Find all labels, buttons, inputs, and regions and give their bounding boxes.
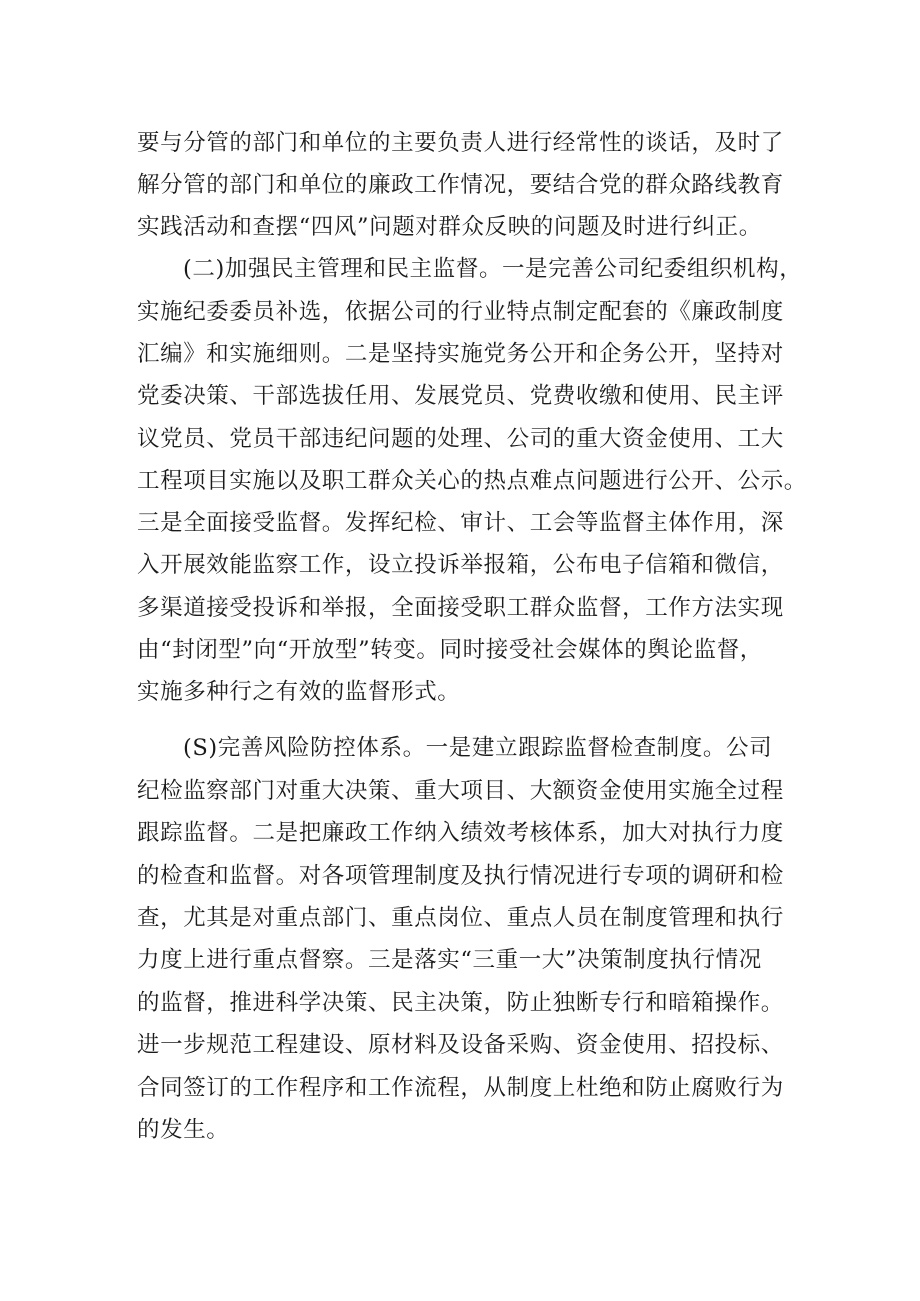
paragraph-3-line-10: 的发生。 [137,1117,230,1143]
paragraph-1-line-1: 要与分管的部门和单位的主要负责人进行经常性的谈话，及时了 [137,130,784,156]
paragraph-2-line-8: 入开展效能监察工作，设立投诉举报箱，公布电子信箱和微信， [137,552,784,578]
paragraph-3-line-3: 跟踪监督。二是把廉政工作纳入绩效考核体系，加大对执行力度 [137,820,784,846]
paragraph-2-line-2: 实施纪委委员补选，依据公司的行业特点制定配套的《廉政制度 [137,299,784,325]
paragraph-2-line-11: 实施多种行之有效的监督形式。 [137,679,461,705]
paragraph-3-line-9: 合同签订的工作程序和工作流程，从制度上杜绝和防止腐败行为 [137,1075,784,1101]
paragraph-2-line-9: 多渠道接受投诉和举报，全面接受职工群众监督，工作方法实现 [137,595,784,621]
paragraph-3-line-2: 纪检监察部门对重大决策、重大项目、大额资金使用实施全过程 [137,778,784,804]
paragraph-1-line-2: 解分管的部门和单位的廉政工作情况，要结合党的群众路线教育 [137,172,784,198]
paragraph-2-line-3: 汇编》和实施细则。二是坚持实施党务公开和企务公开，坚持对 [137,341,784,367]
paragraph-2-line-5: 议党员、党员干部违纪问题的处理、公司的重大资金使用、工大 [137,426,784,452]
paragraph-2-line-4: 党委决策、干部选拔任用、发展党员、党费收缴和使用、民主评 [137,383,784,409]
paragraph-2-line-7: 三是全面接受监督。发挥纪检、审计、工会等监督主体作用，深 [137,510,784,536]
paragraph-3-line-5: 查，尤其是对重点部门、重点岗位、重点人员在制度管理和执行 [137,905,784,931]
paragraph-3-line-8: 进一步规范工程建设、原材料及设备采购、资金使用、招投标、 [137,1032,784,1058]
paragraph-3-line-6: 力度上进行重点督察。三是落实“三重一大”决策制度执行情况 [137,947,762,973]
paragraph-2-line-1: (二)加强民主管理和民主监督。一是完善公司纪委组织机构， [183,256,803,282]
paragraph-1-line-3: 实践活动和查摆“四风”问题对群众反映的问题及时进行纠正。 [137,214,762,240]
paragraph-3-line-1: (S)完善风险防控体系。一是建立跟踪监督检查制度。公司 [183,735,773,761]
paragraph-3-line-4: 的检查和监督。对各项管理制度及执行情况进行专项的调研和检 [137,863,784,889]
paragraph-2-line-6: 工程项目实施以及职工群众关心的热点难点问题进行公开、公示。 [137,468,807,494]
paragraph-2-line-10: 由“封闭型”向“开放型”转变。同时接受社会媒体的舆论监督， [137,637,763,663]
paragraph-3-line-7: 的监督，推进科学决策、民主决策，防止独断专行和暗箱操作。 [137,990,784,1016]
